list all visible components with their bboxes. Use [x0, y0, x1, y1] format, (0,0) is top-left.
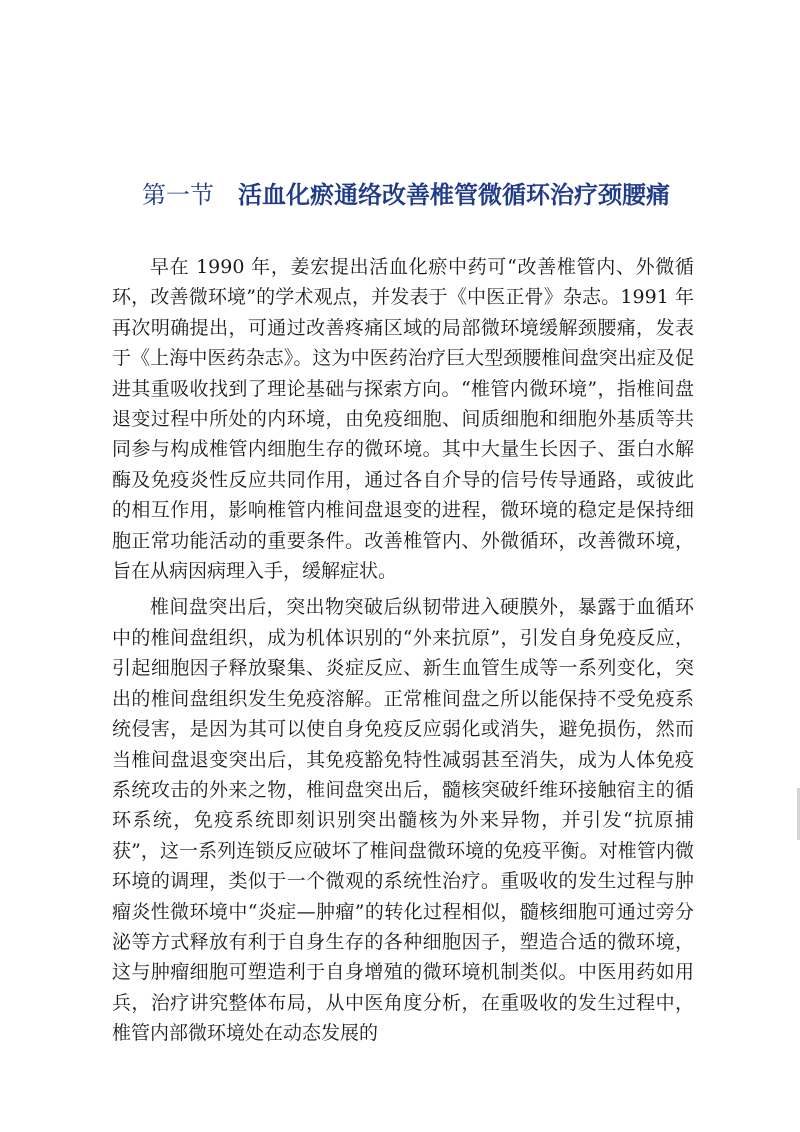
body-text: [112, 252, 694, 1055]
section-number: 第一节: [142, 181, 214, 209]
section-title: 活血化瘀通络改善椎管微循环治疗颈腰痛: [238, 181, 670, 209]
paragraph: 椎间盘突出后，突出物突破后纵韧带进入硬膜外，暴露于血循环中的椎间盘组织，成为机体识别的“外来抗原”，引发自身免疫反应，引起细胞因子释放聚集、炎症反应、新生血管生成等一系列变化，突出的椎间盘组织发生免疫溶解。正常椎间盘之所以能保持不受免疫系统侵害，是因为其可以使自身免疫反应弱化或消失，避免损伤，然而当椎间盘退变突出后，其免疫豁免特性减弱甚至消失，成为人体免疫系统攻击的外来之物，椎间盘突出后，髓核突破纤维环接触宿主的循环系统，免疫系统即刻识别突出髓核为外来异物，并引发“抗原捕获”，这一系列连锁反应破坏了椎间盘微环境的免疫平衡。对椎管内微环境的调理，类似于一个微观的系统性治疗。重吸收的发生过程与肿瘤炎性微环境中“炎症—肿瘤”的转化过程相似，髓核细胞可通过旁分泌等方式释放有利于自身生存的各种细胞因子，塑造合适的微环境，这与肿瘤细胞可塑造利于自身增殖的微环境机制类似。中医用药如用兵，治疗讲究整体布局，从中医角度分析，在重吸收的发生过程中，椎管内部微环境处在动态发展的: [112, 596, 694, 1045]
section-heading: [142, 178, 702, 212]
paragraph: 早在 1990 年，姜宏提出活血化瘀中药可“改善椎管内、外微循环，改善微环境”的学术观点，并发表于《中医正骨》杂志。1991 年再次明确提出，可通过改善疼痛区域的局部微环境缓解颈腰痛，发表于《上海中医药杂志》。这为中医药治疗巨大型颈腰椎间盘突出症及促进其重吸收找到了理论基础与探索方向。“椎管内微环境”，指椎间盘退变过程中所处的内环境，由免疫细胞、间质细胞和细胞外基质等共同参与构成椎管内细胞生存的微环境。其中大量生长因子、蛋白水解酶及免疫炎性反应共同作用，通过各自介导的信号传导通路，或彼此的相互作用，影响椎管内椎间盘退变的进程，微环境的稳定是保持细胞正常功能活动的重要条件。改善椎管内、外微循环，改善微环境，旨在从病因病理入手，缓解症状。: [112, 256, 694, 583]
